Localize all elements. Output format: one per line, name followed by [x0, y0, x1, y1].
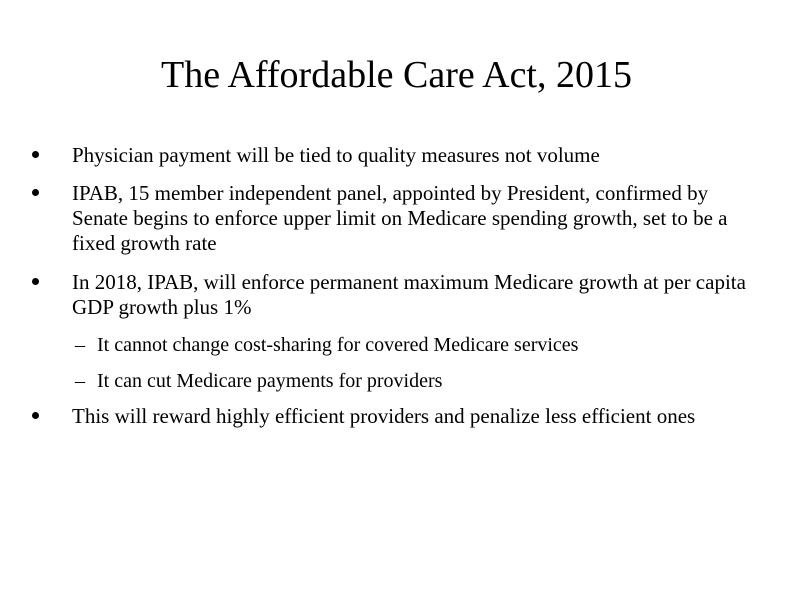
bullet-dot-icon [32, 278, 39, 285]
bullet-dot-icon [32, 189, 39, 196]
bullet-text: This will reward highly efficient providers and penalize less efficient ones [72, 404, 696, 428]
slide-title: The Affordable Care Act, 2015 [161, 54, 632, 96]
sub-bullet-text: It can cut Medicare payments for providers [97, 370, 443, 392]
sub-bullet-text: It cannot change cost-sharing for covered Medicare services [97, 334, 579, 356]
bullet-dot-icon [32, 151, 39, 158]
sub-bullet-dash-icon: – [75, 334, 85, 356]
bullet-text: Physician payment will be tied to quality measures not volume [72, 143, 600, 167]
sub-bullet-dash-icon: – [75, 370, 85, 392]
bullet-text: In 2018, IPAB, will enforce permanent maximum Medicare growth at per capita GDP growth plus 1% [72, 270, 746, 319]
bullet-text: IPAB, 15 member independent panel, appointed by President, confirmed by Senate begins to enforce upper limit on Medicare spending growth, set to be a fixed growth rate [72, 181, 728, 255]
bullet-dot-icon [32, 412, 39, 419]
